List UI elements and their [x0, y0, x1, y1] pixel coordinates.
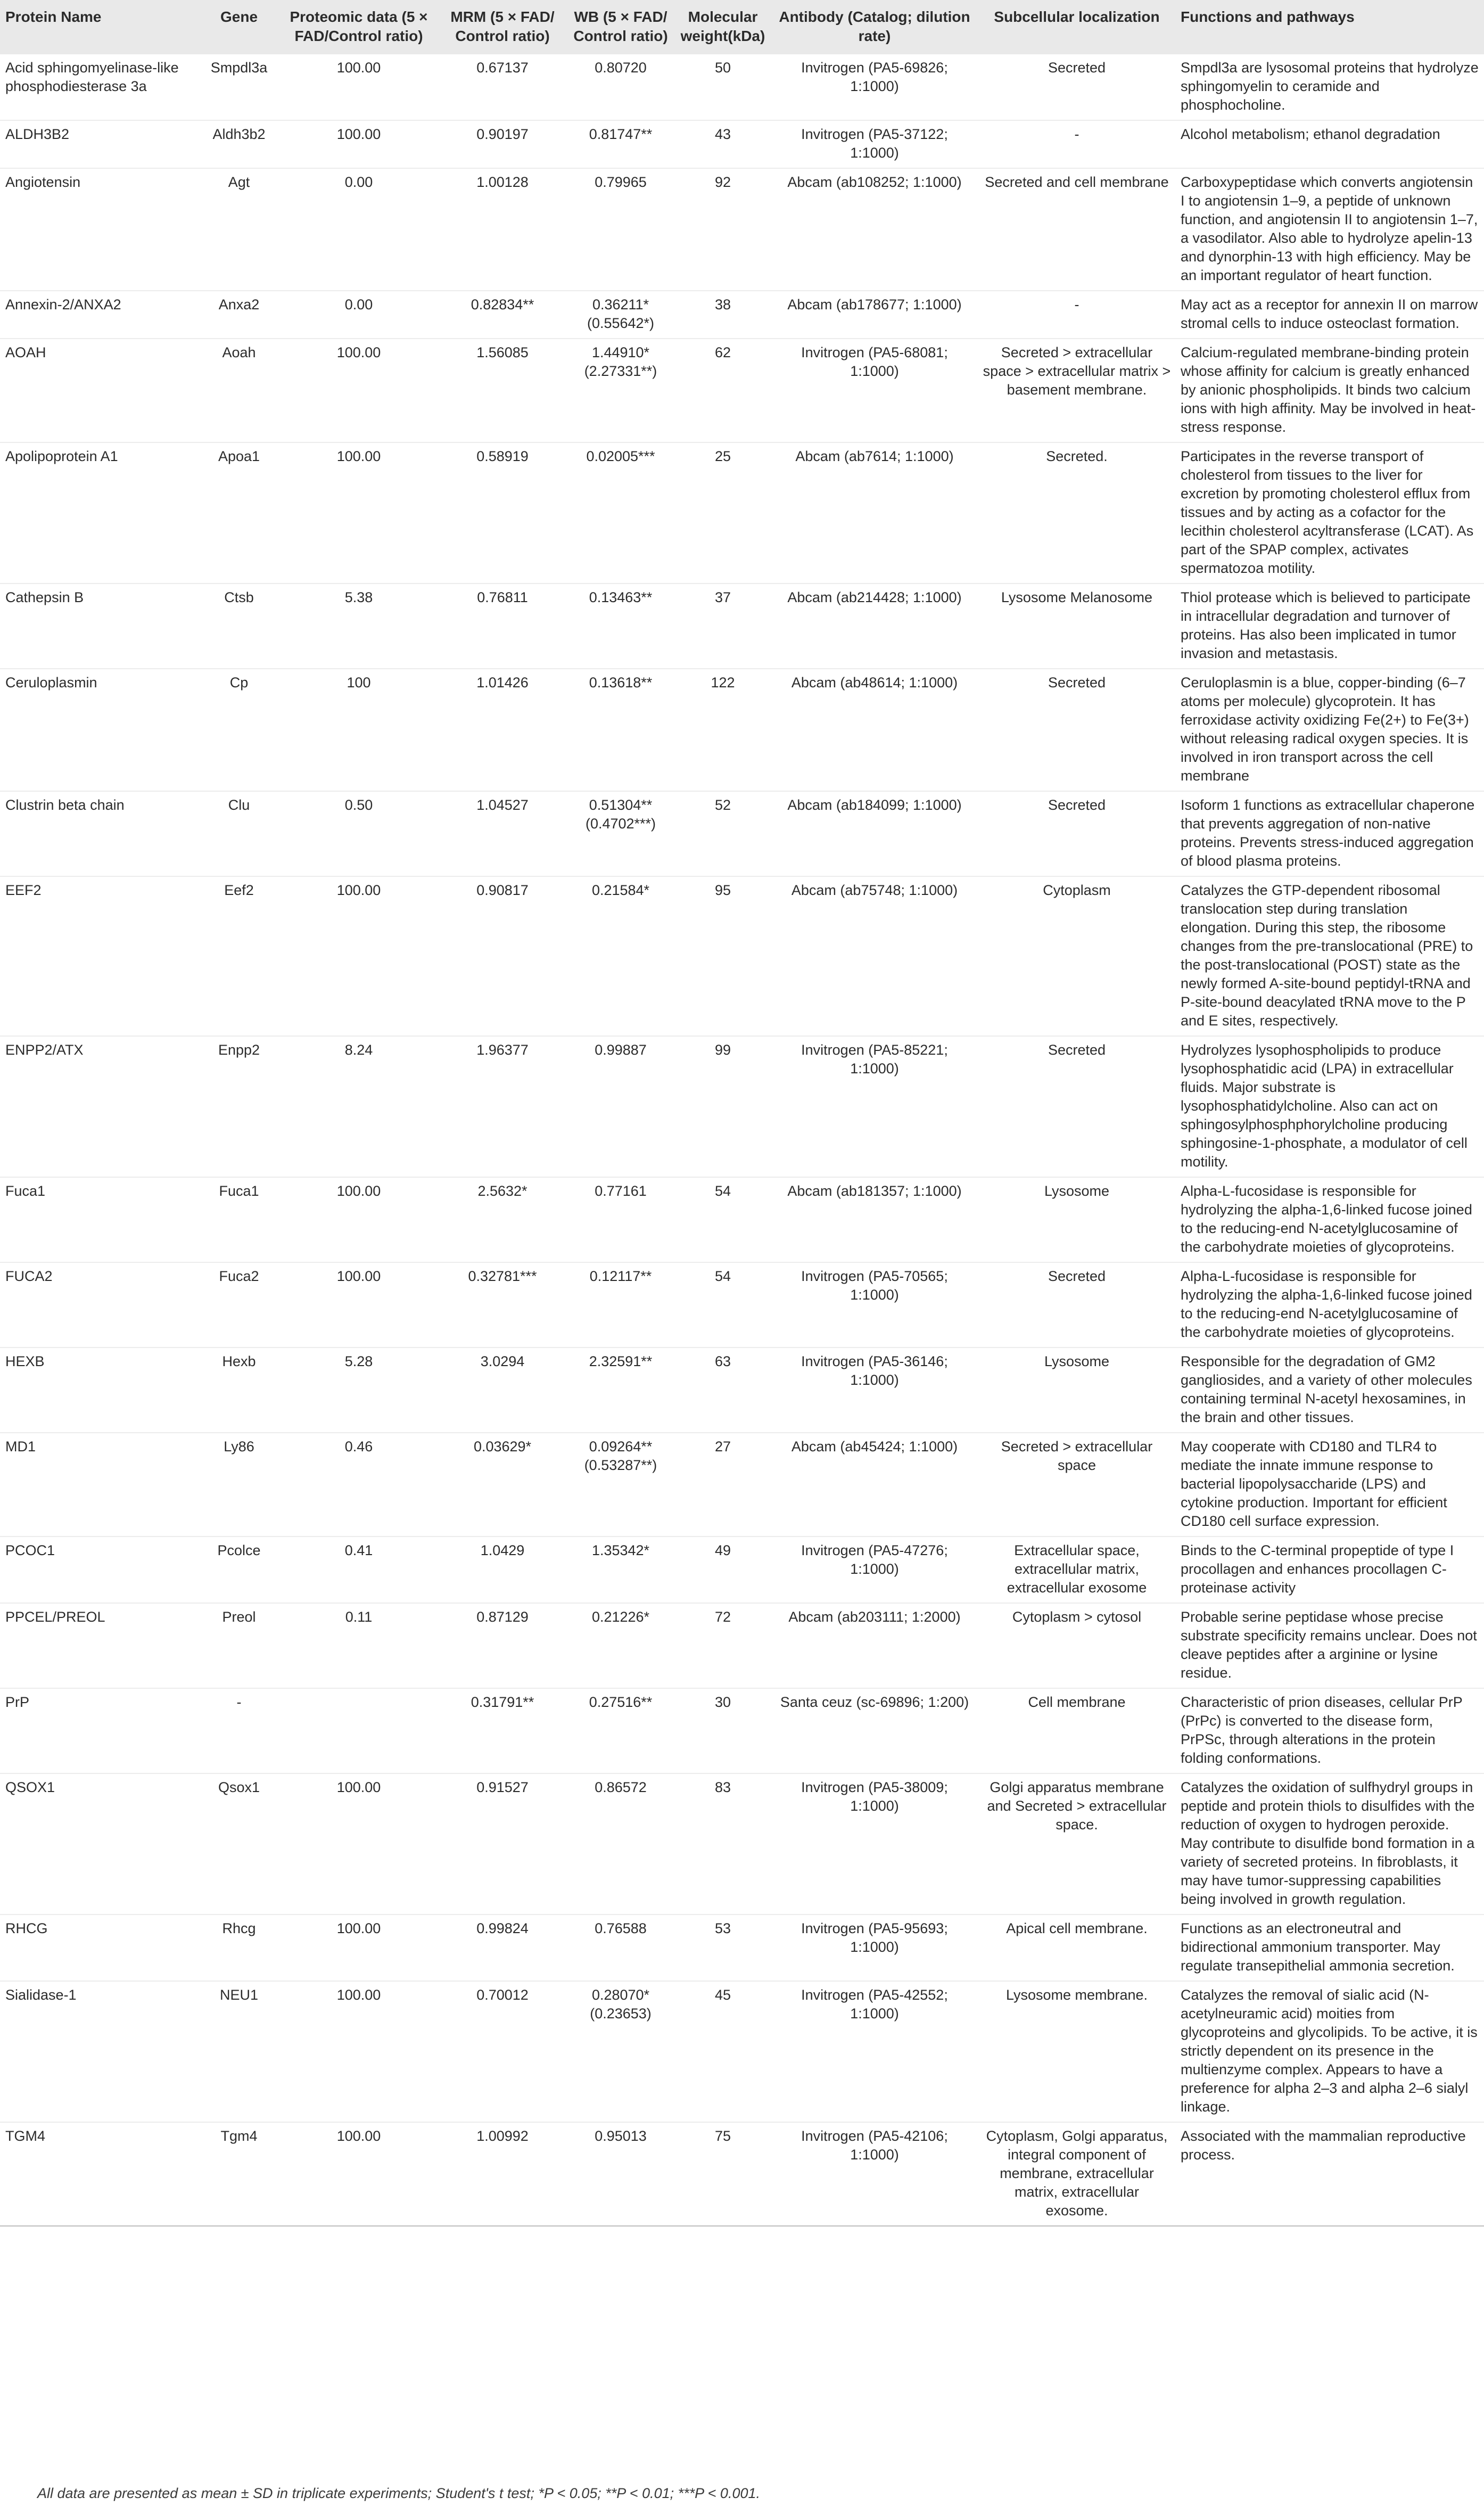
- cell-gene: NEU1: [199, 1981, 279, 2122]
- cell-wb: 0.12117**: [566, 1262, 675, 1348]
- cell-gene: Aoah: [199, 339, 279, 442]
- cell-function: Associated with the mammalian reproductive process.: [1175, 2122, 1484, 2226]
- cell-localization: -: [978, 291, 1175, 339]
- cell-molecular-weight: 54: [675, 1262, 771, 1348]
- cell-gene: Ly86: [199, 1433, 279, 1537]
- cell-antibody: Abcam (ab184099; 1:1000): [771, 791, 978, 876]
- cell-function: Alpha-L-fucosidase is responsible for hydrolyzing the alpha-1,6-linked fucose joined to the reducing-end N-acetylglucosamine of the carbohydrate moieties of glycoproteins.: [1175, 1262, 1484, 1348]
- cell-wb: 0.86572: [566, 1773, 675, 1915]
- cell-antibody: Invitrogen (PA5-69826; 1:1000): [771, 54, 978, 120]
- cell-protein-name: Annexin-2/ANXA2: [0, 291, 199, 339]
- cell-protein-name: PCOC1: [0, 1537, 199, 1603]
- header-molecular-weight: Molecular weight(kDa): [680, 9, 765, 44]
- cell-antibody: Invitrogen (PA5-36146; 1:1000): [771, 1348, 978, 1433]
- header-wb: WB (5 × FAD/ Control ratio): [573, 9, 668, 44]
- cell-proteomic: 100.00: [279, 1981, 439, 2122]
- cell-antibody: Invitrogen (PA5-85221; 1:1000): [771, 1036, 978, 1177]
- cell-protein-name: RHCG: [0, 1915, 199, 1981]
- cell-mrm: 1.00128: [439, 168, 566, 291]
- cell-proteomic: 0.11: [279, 1603, 439, 1688]
- table-row: [0, 791, 1484, 876]
- cell-wb: 0.13618**: [566, 669, 675, 791]
- cell-molecular-weight: 54: [675, 1177, 771, 1262]
- cell-localization: Cytoplasm, Golgi apparatus, integral component of membrane, extracellular matrix, extracellular exosome.: [978, 2122, 1175, 2226]
- cell-wb: 0.09264** (0.53287**): [566, 1433, 675, 1537]
- cell-gene: Hexb: [199, 1348, 279, 1433]
- cell-wb: 0.13463**: [566, 584, 675, 669]
- table-row: [0, 1537, 1484, 1603]
- cell-mrm: 0.31791**: [439, 1688, 566, 1773]
- cell-wb: 0.80720: [566, 54, 675, 120]
- cell-wb: 0.81747**: [566, 120, 675, 168]
- cell-protein-name: Ceruloplasmin: [0, 669, 199, 791]
- cell-gene: Clu: [199, 791, 279, 876]
- cell-proteomic: 100.00: [279, 120, 439, 168]
- cell-protein-name: Acid sphingomyelinase-like phosphodiesterase 3a: [0, 54, 199, 120]
- cell-antibody: Santa ceuz (sc-69896; 1:200): [771, 1688, 978, 1773]
- cell-gene: Aldh3b2: [199, 120, 279, 168]
- cell-gene: Pcolce: [199, 1537, 279, 1603]
- cell-molecular-weight: 75: [675, 2122, 771, 2226]
- cell-protein-name: Angiotensin: [0, 168, 199, 291]
- cell-molecular-weight: 45: [675, 1981, 771, 2122]
- cell-antibody: Abcam (ab45424; 1:1000): [771, 1433, 978, 1537]
- cell-protein-name: Clustrin beta chain: [0, 791, 199, 876]
- cell-gene: Eef2: [199, 876, 279, 1036]
- cell-molecular-weight: 83: [675, 1773, 771, 1915]
- cell-antibody: Invitrogen (PA5-42106; 1:1000): [771, 2122, 978, 2226]
- cell-wb: 0.28070* (0.23653): [566, 1981, 675, 2122]
- cell-wb: 0.77161: [566, 1177, 675, 1262]
- table-row: [0, 168, 1484, 291]
- header-mrm: MRM (5 × FAD/ Control ratio): [450, 9, 555, 44]
- cell-function: May cooperate with CD180 and TLR4 to mediate the innate immune response to bacterial lipopolysaccharide (LPS) and cytokine production. Important for efficient CD180 cell surface expression.: [1175, 1433, 1484, 1537]
- cell-mrm: 0.90197: [439, 120, 566, 168]
- header-functions-pathways: Functions and pathways: [1181, 9, 1355, 25]
- header-antibody: Antibody (Catalog; dilution rate): [779, 9, 970, 44]
- cell-function: Smpdl3a are lysosomal proteins that hydrolyze sphingomyelin to ceramide and phosphocholine.: [1175, 54, 1484, 120]
- cell-localization: Secreted: [978, 669, 1175, 791]
- cell-molecular-weight: 37: [675, 584, 771, 669]
- cell-protein-name: MD1: [0, 1433, 199, 1537]
- cell-molecular-weight: 52: [675, 791, 771, 876]
- cell-mrm: 0.03629*: [439, 1433, 566, 1537]
- cell-protein-name: Cathepsin B: [0, 584, 199, 669]
- cell-molecular-weight: 27: [675, 1433, 771, 1537]
- cell-protein-name: PPCEL/PREOL: [0, 1603, 199, 1688]
- cell-mrm: 0.32781***: [439, 1262, 566, 1348]
- cell-function: Thiol protease which is believed to participate in intracellular degradation and turnover of proteins. Has also been implicated in tumor invasion and metastasis.: [1175, 584, 1484, 669]
- cell-function: Alcohol metabolism; ethanol degradation: [1175, 120, 1484, 168]
- cell-mrm: 1.0429: [439, 1537, 566, 1603]
- table-row: [0, 339, 1484, 442]
- table-row: [0, 1688, 1484, 1773]
- cell-wb: 1.35342*: [566, 1537, 675, 1603]
- cell-mrm: 1.56085: [439, 339, 566, 442]
- cell-protein-name: TGM4: [0, 2122, 199, 2226]
- cell-wb: 1.44910* (2.27331**): [566, 339, 675, 442]
- cell-gene: Fuca1: [199, 1177, 279, 1262]
- cell-function: Catalyzes the removal of sialic acid (N-acetylneuramic acid) moities from glycoproteins and glycolipids. To be active, it is strictly dependent on its presence in the multienzyme complex. Appears to have a preference for alpha 2–3 and alpha 2–6 sialyl linkage.: [1175, 1981, 1484, 2122]
- cell-mrm: 0.70012: [439, 1981, 566, 2122]
- cell-proteomic: 0.50: [279, 791, 439, 876]
- cell-wb: 0.21584*: [566, 876, 675, 1036]
- cell-molecular-weight: 92: [675, 168, 771, 291]
- cell-wb: 0.02005***: [566, 442, 675, 584]
- cell-mrm: 0.76811: [439, 584, 566, 669]
- table-row: [0, 120, 1484, 168]
- cell-function: Calcium-regulated membrane-binding protein whose affinity for calcium is greatly enhanced by anionic phospholipids. It binds two calcium ions with high affinity. May be involved in heat-stress response.: [1175, 339, 1484, 442]
- cell-antibody: Invitrogen (PA5-47276; 1:1000): [771, 1537, 978, 1603]
- cell-molecular-weight: 62: [675, 339, 771, 442]
- cell-localization: Apical cell membrane.: [978, 1915, 1175, 1981]
- cell-molecular-weight: 95: [675, 876, 771, 1036]
- cell-gene: Rhcg: [199, 1915, 279, 1981]
- table-row: [0, 584, 1484, 669]
- cell-proteomic: 100: [279, 669, 439, 791]
- cell-molecular-weight: 63: [675, 1348, 771, 1433]
- cell-wb: 0.51304** (0.4702***): [566, 791, 675, 876]
- cell-function: Binds to the C-terminal propeptide of type I procollagen and enhances procollagen C-proteinase activity: [1175, 1537, 1484, 1603]
- cell-mrm: 0.91527: [439, 1773, 566, 1915]
- cell-proteomic: 100.00: [279, 2122, 439, 2226]
- cell-proteomic: 100.00: [279, 876, 439, 1036]
- header-proteomic-data: Proteomic data (5 × FAD/Control ratio): [290, 9, 428, 44]
- cell-proteomic: 100.00: [279, 1773, 439, 1915]
- cell-proteomic: 100.00: [279, 1915, 439, 1981]
- cell-mrm: 1.04527: [439, 791, 566, 876]
- cell-molecular-weight: 72: [675, 1603, 771, 1688]
- table-row: [0, 1981, 1484, 2122]
- table-row: [0, 1603, 1484, 1688]
- cell-antibody: Abcam (ab7614; 1:1000): [771, 442, 978, 584]
- cell-localization: Golgi apparatus membrane and Secreted > extracellular space.: [978, 1773, 1175, 1915]
- cell-molecular-weight: 99: [675, 1036, 771, 1177]
- cell-mrm: 0.82834**: [439, 291, 566, 339]
- cell-function: Responsible for the degradation of GM2 gangliosides, and a variety of other molecules containing terminal N-acetyl hexosamines, in the brain and other tissues.: [1175, 1348, 1484, 1433]
- cell-proteomic: 100.00: [279, 1262, 439, 1348]
- cell-antibody: Abcam (ab203111; 1:2000): [771, 1603, 978, 1688]
- cell-localization: Secreted: [978, 791, 1175, 876]
- cell-wb: 0.27516**: [566, 1688, 675, 1773]
- cell-wb: 0.21226*: [566, 1603, 675, 1688]
- cell-protein-name: ENPP2/ATX: [0, 1036, 199, 1177]
- cell-antibody: Abcam (ab48614; 1:1000): [771, 669, 978, 791]
- cell-localization: Secreted: [978, 1262, 1175, 1348]
- cell-proteomic: 100.00: [279, 1177, 439, 1262]
- cell-wb: 0.95013: [566, 2122, 675, 2226]
- header-row: [0, 0, 1484, 54]
- cell-localization: Lysosome: [978, 1177, 1175, 1262]
- header-subcellular-localization: Subcellular localization: [994, 9, 1160, 25]
- cell-gene: Cp: [199, 669, 279, 791]
- cell-gene: Smpdl3a: [199, 54, 279, 120]
- cell-molecular-weight: 43: [675, 120, 771, 168]
- cell-gene: Ctsb: [199, 584, 279, 669]
- cell-gene: Apoa1: [199, 442, 279, 584]
- cell-wb: 2.32591**: [566, 1348, 675, 1433]
- cell-gene: Agt: [199, 168, 279, 291]
- cell-function: Characteristic of prion diseases, cellular PrP (PrPc) is converted to the disease form, PrPSc, through alterations in the protein folding conformations.: [1175, 1688, 1484, 1773]
- cell-localization: Secreted and cell membrane: [978, 168, 1175, 291]
- cell-mrm: 0.87129: [439, 1603, 566, 1688]
- table-row: [0, 1915, 1484, 1981]
- table-footnote: All data are presented as mean ± SD in triplicate experiments; Student's t test; *P < 0.05; **P < 0.01; ***P < 0.001.: [37, 2485, 760, 2501]
- cell-proteomic: 5.38: [279, 584, 439, 669]
- cell-protein-name: AOAH: [0, 339, 199, 442]
- cell-wb: 0.79965: [566, 168, 675, 291]
- cell-molecular-weight: 30: [675, 1688, 771, 1773]
- cell-antibody: Abcam (ab181357; 1:1000): [771, 1177, 978, 1262]
- cell-localization: Secreted: [978, 1036, 1175, 1177]
- cell-function: Isoform 1 functions as extracellular chaperone that prevents aggregation of non-native proteins. Prevents stress-induced aggregation of blood plasma proteins.: [1175, 791, 1484, 876]
- cell-gene: Fuca2: [199, 1262, 279, 1348]
- table-row: [0, 1433, 1484, 1537]
- cell-gene: Qsox1: [199, 1773, 279, 1915]
- cell-antibody: Invitrogen (PA5-95693; 1:1000): [771, 1915, 978, 1981]
- cell-protein-name: EEF2: [0, 876, 199, 1036]
- cell-gene: Tgm4: [199, 2122, 279, 2226]
- cell-molecular-weight: 53: [675, 1915, 771, 1981]
- cell-mrm: 0.58919: [439, 442, 566, 584]
- cell-mrm: 0.67137: [439, 54, 566, 120]
- cell-proteomic: 0.41: [279, 1537, 439, 1603]
- cell-protein-name: HEXB: [0, 1348, 199, 1433]
- cell-gene: Enpp2: [199, 1036, 279, 1177]
- cell-localization: -: [978, 120, 1175, 168]
- cell-localization: Lysosome membrane.: [978, 1981, 1175, 2122]
- cell-gene: -: [199, 1688, 279, 1773]
- cell-function: Hydrolyzes lysophospholipids to produce lysophosphatidic acid (LPA) in extracellular fluids. Major substrate is lysophosphatidylcholine. Also can act on sphingosylphosphphorylcholine producing sphingosine-1-phosphate, a modulator of cell motility.: [1175, 1036, 1484, 1177]
- table-header: [0, 0, 1484, 54]
- cell-antibody: Abcam (ab214428; 1:1000): [771, 584, 978, 669]
- cell-proteomic: 0.00: [279, 291, 439, 339]
- cell-protein-name: FUCA2: [0, 1262, 199, 1348]
- table-row: [0, 291, 1484, 339]
- cell-antibody: Abcam (ab178677; 1:1000): [771, 291, 978, 339]
- cell-function: Probable serine peptidase whose precise substrate specificity remains unclear. Does not cleave peptides after a arginine or lysine residue.: [1175, 1603, 1484, 1688]
- cell-antibody: Invitrogen (PA5-70565; 1:1000): [771, 1262, 978, 1348]
- cell-function: Carboxypeptidase which converts angiotensin I to angiotensin 1–9, a peptide of unknown function, and angiotensin II to angiotensin 1–7, a vasodilator. Also able to hydrolyze apelin-13 and dynorphin-13 with high efficiency. May be an important regulator of heart function.: [1175, 168, 1484, 291]
- cell-antibody: Invitrogen (PA5-42552; 1:1000): [771, 1981, 978, 2122]
- cell-molecular-weight: 122: [675, 669, 771, 791]
- cell-antibody: Abcam (ab108252; 1:1000): [771, 168, 978, 291]
- cell-wb: 0.76588: [566, 1915, 675, 1981]
- table-row: [0, 54, 1484, 120]
- cell-localization: Cytoplasm > cytosol: [978, 1603, 1175, 1688]
- cell-proteomic: 100.00: [279, 54, 439, 120]
- cell-localization: Lysosome Melanosome: [978, 584, 1175, 669]
- table-row: [0, 1036, 1484, 1177]
- table-row: [0, 2122, 1484, 2226]
- cell-localization: Lysosome: [978, 1348, 1175, 1433]
- cell-localization: Extracellular space, extracellular matrix, extracellular exosome: [978, 1537, 1175, 1603]
- cell-proteomic: 0.46: [279, 1433, 439, 1537]
- cell-localization: Secreted.: [978, 442, 1175, 584]
- cell-protein-name: Fuca1: [0, 1177, 199, 1262]
- cell-proteomic: 0.00: [279, 168, 439, 291]
- cell-proteomic: 100.00: [279, 339, 439, 442]
- cell-localization: Secreted: [978, 54, 1175, 120]
- cell-localization: Secreted > extracellular space: [978, 1433, 1175, 1537]
- cell-mrm: 1.01426: [439, 669, 566, 791]
- cell-function: Functions as an electroneutral and bidirectional ammonium transporter. May regulate transepithelial ammonia secretion.: [1175, 1915, 1484, 1981]
- cell-proteomic: 8.24: [279, 1036, 439, 1177]
- cell-mrm: 1.00992: [439, 2122, 566, 2226]
- table-body: [0, 54, 1484, 2226]
- cell-protein-name: Apolipoprotein A1: [0, 442, 199, 584]
- cell-proteomic: [279, 1688, 439, 1773]
- cell-localization: Cytoplasm: [978, 876, 1175, 1036]
- cell-molecular-weight: 25: [675, 442, 771, 584]
- cell-wb: 0.36211* (0.55642*): [566, 291, 675, 339]
- cell-function: Ceruloplasmin is a blue, copper-binding (6–7 atoms per molecule) glycoprotein. It has ferroxidase activity oxidizing Fe(2+) to Fe(3+) without releasing radical oxygen species. It is involved in iron transport across the cell membrane: [1175, 669, 1484, 791]
- cell-protein-name: Sialidase-1: [0, 1981, 199, 2122]
- cell-function: Catalyzes the GTP-dependent ribosomal translocation step during translation elongation. During this step, the ribosome changes from the pre-translocational (PRE) to the post-translocational (POST) state as the newly formed A-site-bound peptidyl-tRNA and P-site-bound deacylated tRNA move to the P and E sites, respectively.: [1175, 876, 1484, 1036]
- table-row: [0, 1262, 1484, 1348]
- header-protein-name: Protein Name: [5, 9, 102, 25]
- cell-mrm: 0.99824: [439, 1915, 566, 1981]
- cell-molecular-weight: 38: [675, 291, 771, 339]
- cell-antibody: Abcam (ab75748; 1:1000): [771, 876, 978, 1036]
- table-row: [0, 669, 1484, 791]
- table-row: [0, 1348, 1484, 1433]
- cell-protein-name: QSOX1: [0, 1773, 199, 1915]
- cell-function: May act as a receptor for annexin II on marrow stromal cells to induce osteoclast formation.: [1175, 291, 1484, 339]
- cell-protein-name: PrP: [0, 1688, 199, 1773]
- header-gene: Gene: [220, 9, 258, 25]
- table-row: [0, 876, 1484, 1036]
- cell-mrm: 3.0294: [439, 1348, 566, 1433]
- cell-function: Alpha-L-fucosidase is responsible for hydrolyzing the alpha-1,6-linked fucose joined to the reducing-end N-acetylglucosamine of the carbohydrate moieties of glycoproteins.: [1175, 1177, 1484, 1262]
- cell-mrm: 1.96377: [439, 1036, 566, 1177]
- cell-antibody: Invitrogen (PA5-37122; 1:1000): [771, 120, 978, 168]
- cell-wb: 0.99887: [566, 1036, 675, 1177]
- cell-function: Catalyzes the oxidation of sulfhydryl groups in peptide and protein thiols to disulfides with the reduction of oxygen to hydrogen peroxide. May contribute to disulfide bond formation in a variety of secreted proteins. In fibroblasts, it may have tumor-suppressing capabilities being involved in growth regulation.: [1175, 1773, 1484, 1915]
- cell-localization: Cell membrane: [978, 1688, 1175, 1773]
- cell-proteomic: 5.28: [279, 1348, 439, 1433]
- cell-gene: Anxa2: [199, 291, 279, 339]
- table-row: [0, 1177, 1484, 1262]
- cell-function: Participates in the reverse transport of cholesterol from tissues to the liver for excretion by promoting cholesterol efflux from tissues and by acting as a cofactor for the lecithin cholesterol acyltransferase (LCAT). As part of the SPAP complex, activates spermatozoa motility.: [1175, 442, 1484, 584]
- cell-molecular-weight: 50: [675, 54, 771, 120]
- cell-antibody: Invitrogen (PA5-38009; 1:1000): [771, 1773, 978, 1915]
- cell-protein-name: ALDH3B2: [0, 120, 199, 168]
- cell-mrm: 0.90817: [439, 876, 566, 1036]
- cell-molecular-weight: 49: [675, 1537, 771, 1603]
- cell-gene: Preol: [199, 1603, 279, 1688]
- cell-mrm: 2.5632*: [439, 1177, 566, 1262]
- cell-proteomic: 100.00: [279, 442, 439, 584]
- table-row: [0, 442, 1484, 584]
- cell-localization: Secreted > extracellular space > extracellular matrix > basement membrane.: [978, 339, 1175, 442]
- table-row: [0, 1773, 1484, 1915]
- cell-antibody: Invitrogen (PA5-68081; 1:1000): [771, 339, 978, 442]
